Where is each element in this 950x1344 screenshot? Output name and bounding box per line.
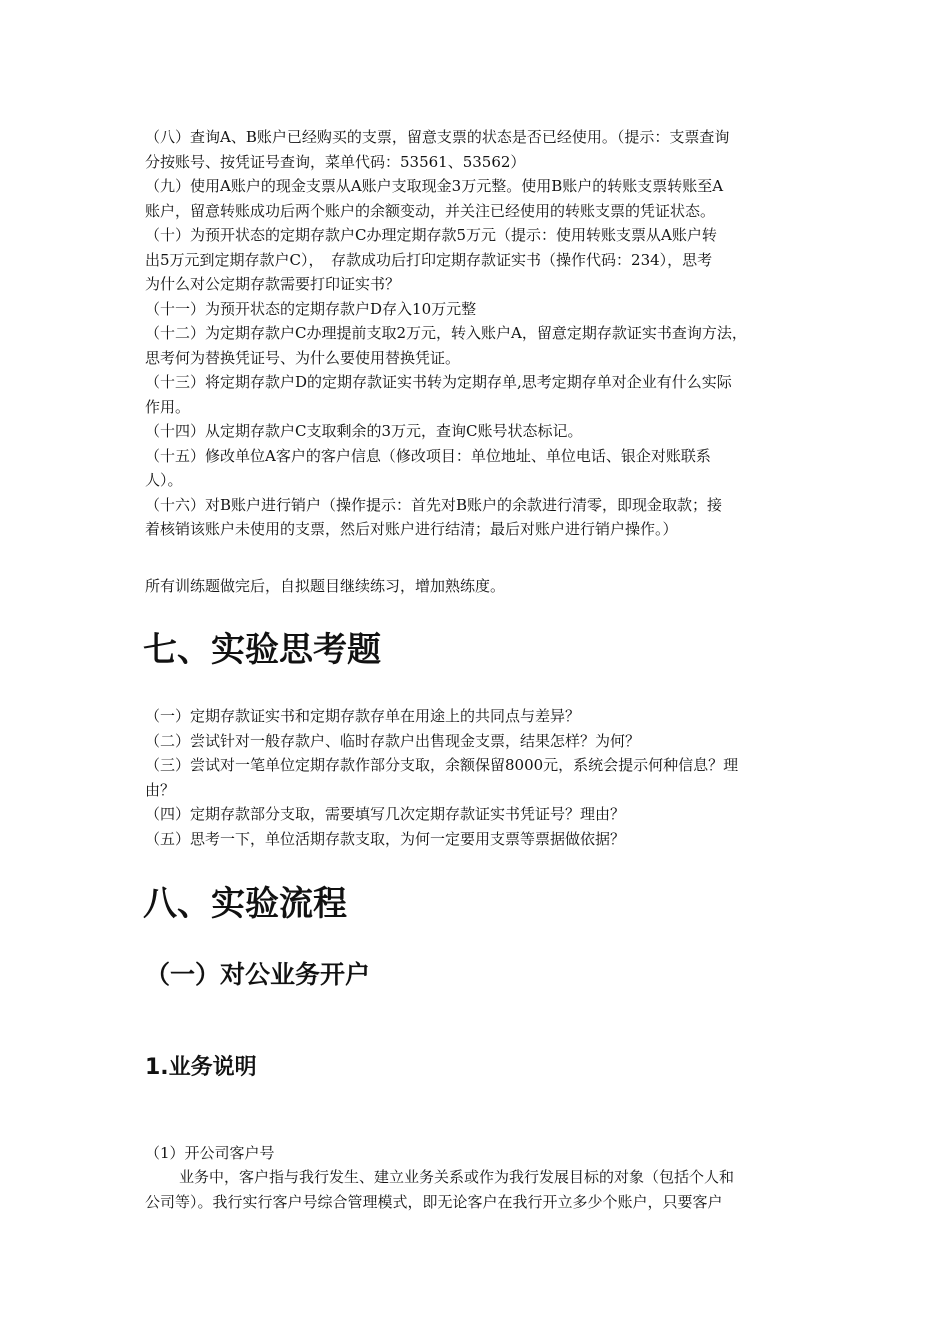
exercise-line: 作用。: [145, 397, 191, 416]
question-line: （四）定期存款部分支取，需要填写几次定期存款证实书凭证号？理由？: [145, 805, 626, 823]
section-7-title: 七、实验思考题: [143, 630, 381, 670]
body-paragraph: [145, 1165, 810, 1215]
exercise-line: （九）使用A账户的现金支票从A账户支取现金3万元整。使用B账户的转账支票转账至A: [145, 177, 724, 195]
question-line: （二）尝试针对一般存款户、临时存款户出售现金支票，结果怎样？为何？: [145, 731, 641, 750]
exercise-line: 账户，留意转账成功后两个账户的余额变动，并关注已经使用的转账支票的凭证状态。: [145, 201, 716, 220]
exercise-line: （十）为预开状态的定期存款户C办理定期存款5万元（提示：使用转账支票从A账户转: [145, 226, 717, 244]
exercise-line: 人）。: [145, 471, 183, 489]
question-line: 由？: [145, 780, 176, 799]
exercise-line: 出5万元到定期存款户C）， 存款成功后打印定期存款证实书（操作代码：234），思考: [145, 250, 713, 269]
business-description-heading: 1.业务说明: [145, 1055, 257, 1080]
exercise-line: 分按账号、按凭证号查询，菜单代码：53561、53562）: [145, 152, 526, 171]
exercise-line: （八）查询A、B账户已经购买的支票，留意支票的状态是否已经使用。（提示：支票查询: [145, 128, 730, 146]
exercise-line: （十二）为定期存款户C办理提前支取2万元，转入账户A，留意定期存款证实书查询方法，: [145, 324, 747, 342]
section-8-title: 八、实验流程: [143, 884, 347, 924]
thinking-questions: [145, 704, 810, 851]
list-item-open-customer: （1）开公司客户号: [145, 1144, 275, 1162]
exercise-line: （十一）为预开状态的定期存款户D存入10万元整: [145, 299, 477, 318]
exercise-line: （十五）修改单位A客户的客户信息（修改项目：单位地址、单位电话、银企对账联系: [145, 446, 711, 465]
closing-note: 所有训练题做完后，自拟题目继续练习，增加熟练度。: [145, 577, 506, 595]
exercise-line: 着核销该账户未使用的支票，然后对账户进行结清；最后对账户进行销户操作。）: [145, 520, 678, 538]
exercise-line: 为什么对公定期存款需要打印证实书？: [145, 275, 401, 293]
question-line: （三）尝试对一笔单位定期存款作部分支取，余额保留8000元，系统会提示何种信息？理: [145, 756, 739, 774]
question-line: （五）思考一下，单位活期存款支取，为何一定要用支票等票据做依据？: [145, 829, 626, 848]
section-8-subtitle: （一）对公业务开户: [145, 960, 371, 989]
question-line: （一）定期存款证实书和定期存款存单在用途上的共同点与差异？: [145, 707, 581, 725]
exercise-line: （十四）从定期存款户C支取剩余的3万元，查询C账号状态标记。: [145, 422, 583, 440]
exercise-line: 思考何为替换凭证号、为什么要使用替换凭证。: [145, 348, 461, 367]
body-line: 业务中，客户指与我行发生、建立业务关系或作为我行发展目标的对象（包括个人和: [179, 1168, 735, 1186]
exercise-list: [145, 125, 810, 542]
body-line: 公司等）。我行实行客户号综合管理模式，即无论客户在我行开立多少个账户，只要客户: [145, 1193, 723, 1211]
exercise-line: （十三）将定期存款户D的定期存款证实书转为定期存单,思考定期存单对企业有什么实际: [145, 373, 732, 391]
exercise-line: （十六）对B账户进行销户（操作提示：首先对B账户的余款进行清零，即现金取款；接: [145, 495, 723, 514]
